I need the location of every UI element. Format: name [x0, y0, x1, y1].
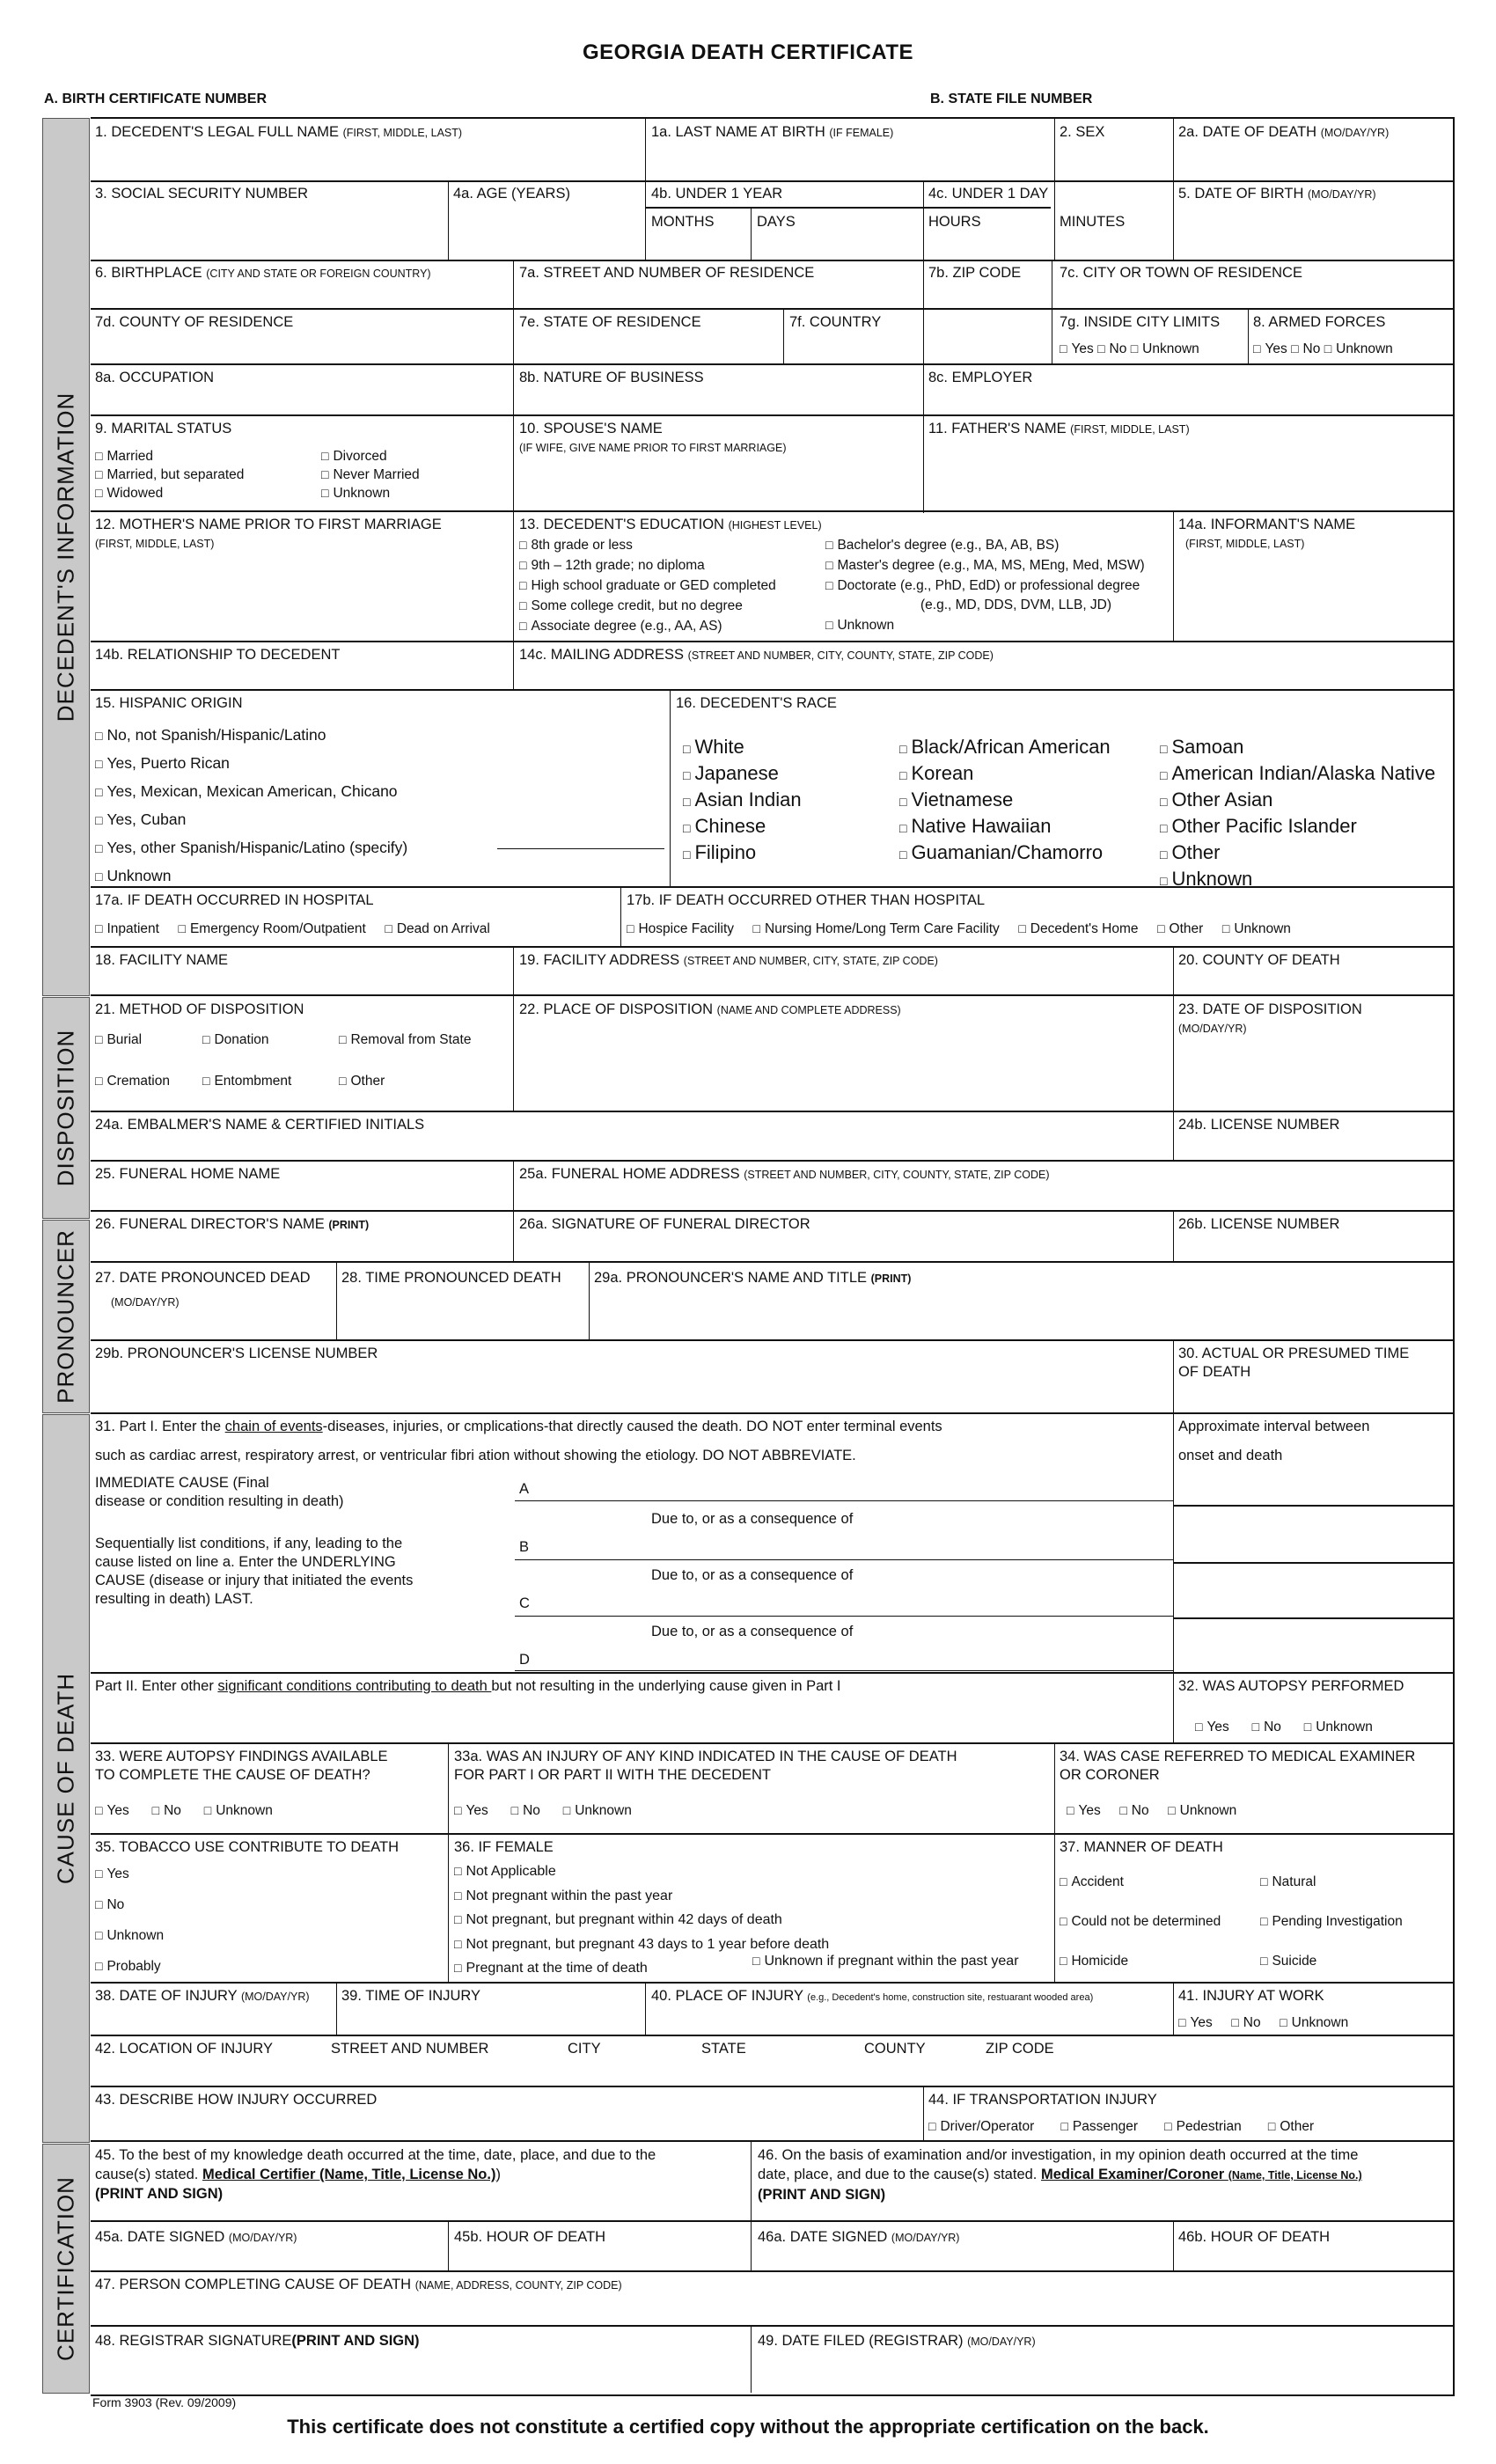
- education-associate[interactable]: □ Associate degree (e.g., AA, AS): [519, 619, 722, 634]
- cause-line-b[interactable]: B: [519, 1539, 530, 1555]
- field-10-spouse-name[interactable]: 10. SPOUSE'S NAME (IF WIFE, GIVE NAME PRIOR TO FIRST MARRIAGE): [519, 421, 787, 455]
- marital-divorced[interactable]: □ Divorced: [321, 449, 387, 464]
- manner-options-right: [1260, 1862, 1403, 1981]
- injury-indicated-options: [454, 1802, 632, 1820]
- field-30-time-of-death[interactable]: 30. ACTUAL OR PRESUMED TIME OF DEATH: [1178, 1346, 1410, 1381]
- armed-forces-unknown[interactable]: □ Unknown: [1324, 341, 1393, 356]
- injury-at-work-options: [1178, 2014, 1348, 2032]
- education-doctorate[interactable]: □ Doctorate (e.g., PhD, EdD) or professional degree: [825, 578, 1140, 593]
- manner-natural[interactable]: □ Natural: [1260, 1874, 1316, 1889]
- birth-certificate-number-label: A. BIRTH CERTIFICATE NUMBER: [44, 92, 268, 106]
- autopsy-no[interactable]: □ No: [1251, 1720, 1281, 1734]
- field-31-part-2[interactable]: Part II. Enter other significant conditions contributing to death but not resulting in the underlying cause given in Part I: [95, 1678, 841, 1694]
- city-limits-unknown[interactable]: □ Unknown: [1130, 341, 1199, 356]
- female-unknown[interactable]: □ Unknown if pregnant within the past year: [752, 1954, 1019, 1969]
- field-45b-hour-of-death[interactable]: 45b. HOUR OF DEATH: [454, 2229, 606, 2245]
- education-master[interactable]: □ Master's degree (e.g., MA, MS, MEng, Med, MSW): [825, 558, 1145, 573]
- marital-widowed[interactable]: □ Widowed: [95, 486, 164, 501]
- cause-line-d[interactable]: D: [519, 1652, 530, 1668]
- race-japanese[interactable]: □ Japanese: [683, 762, 779, 784]
- field-8b-nature-of-business[interactable]: 8b. NATURE OF BUSINESS: [519, 370, 704, 385]
- tobacco-no[interactable]: □ No: [95, 1897, 125, 1912]
- education-doctorate-examples: (e.g., MD, DDS, DVM, LLB, JD): [920, 598, 1112, 612]
- field-46a-date-signed[interactable]: 46a. DATE SIGNED (MO/DAY/YR): [758, 2229, 960, 2245]
- education-options-left: [519, 535, 776, 636]
- field-46-medical-examiner[interactable]: 46. On the basis of examination and/or investigation, in my opinion death occurred at the time date, place, and due to the cause(s) stated. Medical Examiner/Coroner (Name, Title, License No.) (PRINT AND SIGN): [758, 2147, 1362, 2203]
- sequential-instructions: Sequentially list conditions, if any, leading to the cause listed on line a. Enter the UNDERLYING CAUSE (disease or injury that initiated the events resulting in death) LAST.: [95, 1536, 414, 1607]
- transport-other[interactable]: □ Other: [1267, 2119, 1315, 2134]
- field-1a-last-name-at-birth[interactable]: 1a. LAST NAME AT BIRTH (IF FEMALE): [651, 124, 894, 140]
- field-49-date-filed[interactable]: 49. DATE FILED (REGISTRAR) (MO/DAY/YR): [758, 2333, 1036, 2349]
- field-11-father-name[interactable]: 11. FATHER'S NAME (FIRST, MIDDLE, LAST): [928, 421, 1190, 436]
- field-29b-pronouncer-license[interactable]: 29b. PRONOUNCER'S LICENSE NUMBER: [95, 1346, 378, 1361]
- tobacco-options: [95, 1859, 164, 1982]
- field-14c-mailing-address[interactable]: 14c. MAILING ADDRESS (STREET AND NUMBER, CITY, COUNTY, STATE, ZIP CODE): [519, 647, 994, 663]
- form-title: GEORGIA DEATH CERTIFICATE: [582, 40, 914, 64]
- field-44-transportation-injury: 44. IF TRANSPORTATION INJURY: [928, 2092, 1157, 2108]
- female-not-pregnant-year[interactable]: □ Not pregnant within the past year: [454, 1888, 673, 1903]
- place-unknown[interactable]: □ Unknown: [1221, 921, 1291, 936]
- field-42-location-of-injury[interactable]: 42. LOCATION OF INJURY: [95, 2041, 274, 2057]
- immediate-cause-label: IMMEDIATE CAUSE (Final disease or condition resulting in death): [95, 1475, 344, 1510]
- city-limits-yes[interactable]: □ Yes: [1060, 341, 1094, 356]
- female-pregnant-42-days[interactable]: □ Not pregnant, but pregnant within 42 days of death: [454, 1912, 782, 1927]
- place-hospice[interactable]: □ Hospice Facility: [627, 921, 734, 936]
- marital-married[interactable]: □ Married: [95, 449, 154, 464]
- field-31-part-1-instructions-2: such as cardiac arrest, respiratory arrest, or ventricular fibri ation without showing the etiology. DO NOT ABBREVIATE.: [95, 1448, 856, 1463]
- race-white[interactable]: □ White: [683, 736, 744, 758]
- female-pregnant-at-death[interactable]: □ Pregnant at the time of death: [454, 1961, 648, 1976]
- manner-homicide[interactable]: □ Homicide: [1060, 1954, 1129, 1969]
- marital-options-right: [321, 447, 420, 502]
- tobacco-yes[interactable]: □ Yes: [95, 1866, 129, 1881]
- field-40-place-of-injury[interactable]: 40. PLACE OF INJURY (e.g., Decedent's home, construction site, restuarant wooded area): [651, 1988, 1094, 2004]
- race-american-indian[interactable]: □ American Indian/Alaska Native: [1160, 762, 1436, 784]
- hospital-options: [95, 920, 490, 938]
- field-8c-employer[interactable]: 8c. EMPLOYER: [928, 370, 1033, 385]
- field-33-autopsy-findings: 33. WERE AUTOPSY FINDINGS AVAILABLE TO COMPLETE THE CAUSE OF DEATH?: [95, 1749, 388, 1784]
- manner-undetermined[interactable]: □ Could not be determined: [1060, 1914, 1221, 1929]
- disposition-options-row2: [95, 1073, 385, 1090]
- field-5-date-of-birth[interactable]: 5. DATE OF BIRTH (MO/DAY/YR): [1178, 186, 1376, 202]
- field-7b-zip[interactable]: 7b. ZIP CODE: [928, 265, 1022, 281]
- field-45-medical-certifier[interactable]: 45. To the best of my knowledge death occurred at the time, date, place, and due to the cause(s) stated. Medical Certifier (Name, Title, License No.)) (PRINT AND SIGN): [95, 2147, 656, 2202]
- field-1-legal-name[interactable]: 1. DECEDENT'S LEGAL FULL NAME (FIRST, MIDDLE, LAST): [95, 124, 463, 140]
- due-to-label-1: Due to, or as a consequence of: [651, 1511, 854, 1527]
- field-37-manner-of-death: 37. MANNER OF DEATH: [1060, 1839, 1223, 1855]
- education-unknown[interactable]: □ Unknown: [825, 618, 895, 633]
- field-4b-under-1-year: 4b. UNDER 1 YEAR: [651, 186, 783, 202]
- hospital-doa[interactable]: □ Dead on Arrival: [385, 921, 490, 936]
- cause-line-c[interactable]: C: [519, 1595, 530, 1611]
- field-26-funeral-director[interactable]: 26. FUNERAL DIRECTOR'S NAME (PRINT): [95, 1216, 370, 1232]
- education-some-college[interactable]: □ Some college credit, but no degree: [519, 598, 743, 613]
- education-bachelor[interactable]: □ Bachelor's degree (e.g., BA, AB, BS): [825, 538, 1060, 553]
- field-7g-inside-city-limits: 7g. INSIDE CITY LIMITS: [1060, 314, 1221, 330]
- transport-options: [928, 2118, 1314, 2136]
- footer-notice: This certificate does not constitute a certified copy without the appropriate certification on the back.: [287, 2416, 1209, 2438]
- armed-forces-options: [1253, 341, 1393, 358]
- race-vietnamese[interactable]: □ Vietnamese: [899, 788, 1014, 810]
- field-4b-months[interactable]: MONTHS: [651, 214, 715, 230]
- field-48-registrar-signature[interactable]: 48. REGISTRAR SIGNATURE(PRINT AND SIGN): [95, 2333, 420, 2349]
- field-4b-days[interactable]: DAYS: [757, 214, 796, 230]
- referral-yes[interactable]: □ Yes: [1067, 1803, 1101, 1818]
- field-20-county-of-death[interactable]: 20. COUNTY OF DEATH: [1178, 952, 1340, 968]
- field-33a-injury-indicated: 33a. WAS AN INJURY OF ANY KIND INDICATED IN THE CAUSE OF DEATH FOR PART I OR PART II WITH THE DECEDENT: [454, 1749, 957, 1784]
- field-31-part-1-instructions: 31. Part I. Enter the chain of events-diseases, injuries, or cmplications-that directly caused the death. DO NOT enter terminal events: [95, 1419, 942, 1434]
- disposition-removal[interactable]: □ Removal from State: [339, 1032, 472, 1047]
- field-17a-hospital: 17a. IF DEATH OCCURRED IN HOSPITAL: [95, 892, 374, 908]
- field-24a-embalmer[interactable]: 24a. EMBALMER'S NAME & CERTIFIED INITIALS: [95, 1117, 425, 1133]
- field-7d-county[interactable]: 7d. COUNTY OF RESIDENCE: [95, 314, 294, 330]
- work-yes[interactable]: □ Yes: [1178, 2015, 1213, 2030]
- location-county-label: COUNTY: [864, 2041, 926, 2057]
- field-43-describe-injury[interactable]: 43. DESCRIBE HOW INJURY OCCURRED: [95, 2092, 378, 2108]
- field-7f-country[interactable]: 7f. COUNTRY: [789, 314, 882, 330]
- race-guamanian[interactable]: □ Guamanian/Chamorro: [899, 841, 1104, 863]
- field-4c-under-1-day: 4c. UNDER 1 DAY: [928, 186, 1049, 202]
- section-decedent-info: DECEDENT'S INFORMATION: [42, 118, 90, 996]
- due-to-label-2: Due to, or as a consequence of: [651, 1567, 854, 1583]
- autopsy-yes[interactable]: □ Yes: [1195, 1720, 1229, 1734]
- education-high-school[interactable]: □ High school graduate or GED completed: [519, 578, 776, 593]
- section-cause-of-death: CAUSE OF DEATH: [42, 1414, 90, 2143]
- work-unknown[interactable]: □ Unknown: [1280, 2015, 1349, 2030]
- field-27-date-pronounced[interactable]: 27. DATE PRONOUNCED DEAD (MO/DAY/YR): [95, 1270, 311, 1309]
- hispanic-other[interactable]: □ Yes, other Spanish/Hispanic/Latino (specify): [95, 839, 408, 856]
- findings-unknown[interactable]: □ Unknown: [203, 1803, 273, 1818]
- autopsy-options: [1195, 1719, 1373, 1736]
- field-18-facility-name[interactable]: 18. FACILITY NAME: [95, 952, 228, 968]
- referral-unknown[interactable]: □ Unknown: [1168, 1803, 1237, 1818]
- certificate-form: [91, 117, 1455, 2396]
- section-pronouncer: PRONOUNCER: [42, 1220, 90, 1413]
- field-2a-date-of-death[interactable]: 2a. DATE OF DEATH (MO/DAY/YR): [1178, 124, 1390, 140]
- due-to-label-3: Due to, or as a consequence of: [651, 1624, 854, 1639]
- hispanic-puerto-rican[interactable]: □ Yes, Puerto Rican: [95, 754, 230, 772]
- hospital-er-outpatient[interactable]: □ Emergency Room/Outpatient: [178, 921, 366, 936]
- field-19-facility-address[interactable]: 19. FACILITY ADDRESS (STREET AND NUMBER, CITY, STATE, ZIP CODE): [519, 952, 938, 968]
- race-column-3: [1160, 735, 1435, 893]
- other-place-options: [627, 920, 1291, 938]
- field-24b-license[interactable]: 24b. LICENSE NUMBER: [1178, 1117, 1340, 1133]
- field-46b-hour-of-death[interactable]: 46b. HOUR OF DEATH: [1178, 2229, 1331, 2245]
- place-other[interactable]: □ Other: [1157, 921, 1204, 936]
- field-35-tobacco: 35. TOBACCO USE CONTRIBUTE TO DEATH: [95, 1839, 400, 1855]
- disposition-burial[interactable]: □ Burial: [95, 1032, 143, 1047]
- location-city-label: CITY: [568, 2041, 601, 2057]
- location-state-label: STATE: [701, 2041, 746, 2057]
- field-26b-license[interactable]: 26b. LICENSE NUMBER: [1178, 1216, 1340, 1232]
- hispanic-unknown[interactable]: □ Unknown: [95, 867, 172, 884]
- manner-suicide[interactable]: □ Suicide: [1260, 1954, 1317, 1969]
- disposition-other[interactable]: □ Other: [339, 1074, 385, 1089]
- field-34-medical-examiner-referral: 34. WAS CASE REFERRED TO MEDICAL EXAMINER OR CORONER: [1060, 1749, 1416, 1784]
- city-limits-options: [1060, 341, 1199, 358]
- field-41-injury-at-work: 41. INJURY AT WORK: [1178, 1988, 1324, 2004]
- field-7a-street[interactable]: 7a. STREET AND NUMBER OF RESIDENCE: [519, 265, 815, 281]
- location-street-label: STREET AND NUMBER: [331, 2041, 489, 2057]
- disposition-cremation[interactable]: □ Cremation: [95, 1074, 170, 1089]
- race-other[interactable]: □ Other: [1160, 841, 1221, 863]
- field-25a-funeral-home-address[interactable]: 25a. FUNERAL HOME ADDRESS (STREET AND NUMBER, CITY, COUNTY, STATE, ZIP CODE): [519, 1166, 1050, 1182]
- field-3-ssn[interactable]: 3. SOCIAL SECURITY NUMBER: [95, 186, 309, 202]
- referral-no[interactable]: □ No: [1119, 1803, 1149, 1818]
- race-black[interactable]: □ Black/African American: [899, 736, 1111, 758]
- injury-indicated-no[interactable]: □ No: [510, 1803, 540, 1818]
- hispanic-options: [95, 722, 407, 891]
- race-asian-indian[interactable]: □ Asian Indian: [683, 788, 802, 810]
- disposition-entombment[interactable]: □ Entombment: [202, 1074, 292, 1089]
- race-unknown[interactable]: □ Unknown: [1160, 868, 1253, 890]
- hispanic-mexican[interactable]: □ Yes, Mexican, Mexican American, Chicano: [95, 782, 398, 800]
- state-file-number-label: B. STATE FILE NUMBER: [930, 92, 1093, 106]
- referral-options: [1067, 1802, 1236, 1820]
- city-limits-no[interactable]: □ No: [1097, 341, 1127, 356]
- field-47-person-completing[interactable]: 47. PERSON COMPLETING CAUSE OF DEATH (NAME, ADDRESS, COUNTY, ZIP CODE): [95, 2277, 622, 2292]
- race-chinese[interactable]: □ Chinese: [683, 815, 766, 837]
- field-4c-minutes[interactable]: MINUTES: [1060, 214, 1126, 230]
- marital-options-left: [95, 447, 244, 502]
- autopsy-unknown[interactable]: □ Unknown: [1303, 1720, 1373, 1734]
- tobacco-unknown[interactable]: □ Unknown: [95, 1928, 165, 1943]
- education-options-right: [825, 535, 1145, 635]
- race-korean[interactable]: □ Korean: [899, 762, 974, 784]
- injury-indicated-yes[interactable]: □ Yes: [454, 1803, 488, 1818]
- field-2-sex[interactable]: 2. SEX: [1060, 124, 1105, 140]
- interval-label-2: onset and death: [1178, 1448, 1283, 1463]
- interval-label-1: Approximate interval between: [1178, 1419, 1370, 1434]
- field-25-funeral-home[interactable]: 25. FUNERAL HOME NAME: [95, 1166, 281, 1182]
- field-32-autopsy: 32. WAS AUTOPSY PERFORMED: [1178, 1678, 1404, 1694]
- field-4a-age[interactable]: 4a. AGE (YEARS): [453, 186, 570, 202]
- race-column-1: [683, 735, 802, 867]
- field-12-mother-name[interactable]: 12. MOTHER'S NAME PRIOR TO FIRST MARRIAGE (FIRST, MIDDLE, LAST): [95, 517, 442, 551]
- hispanic-cuban[interactable]: □ Yes, Cuban: [95, 810, 187, 828]
- female-pregnant-43-days[interactable]: □ Not pregnant, but pregnant 43 days to 1 year before death: [454, 1936, 830, 1952]
- race-native-hawaiian[interactable]: □ Native Hawaiian: [899, 815, 1052, 837]
- field-15-hispanic-origin: 15. HISPANIC ORIGIN: [95, 695, 243, 711]
- field-9-marital-status: 9. MARITAL STATUS: [95, 421, 232, 436]
- race-other-pacific[interactable]: □ Other Pacific Islander: [1160, 815, 1357, 837]
- injury-indicated-unknown[interactable]: □ Unknown: [562, 1803, 632, 1818]
- field-16-race: 16. DECEDENT'S RACE: [676, 695, 837, 711]
- field-39-time-of-injury[interactable]: 39. TIME OF INJURY: [341, 1988, 481, 2004]
- disposition-donation[interactable]: □ Donation: [202, 1032, 269, 1047]
- marital-never-married[interactable]: □ Never Married: [321, 467, 420, 482]
- field-8-armed-forces: 8. ARMED FORCES: [1253, 314, 1386, 330]
- field-14a-informant-name[interactable]: 14a. INFORMANT'S NAME (FIRST, MIDDLE, LAST): [1178, 517, 1356, 551]
- cause-line-a[interactable]: A: [519, 1481, 530, 1497]
- location-zip-label: ZIP CODE: [986, 2041, 1054, 2057]
- tobacco-probably[interactable]: □ Probably: [95, 1959, 161, 1974]
- field-8a-occupation[interactable]: 8a. OCCUPATION: [95, 370, 215, 385]
- field-38-date-of-injury[interactable]: 38. DATE OF INJURY (MO/DAY/YR): [95, 1988, 310, 2004]
- manner-options-left: [1060, 1862, 1221, 1981]
- autopsy-findings-options: [95, 1802, 273, 1820]
- field-29a-pronouncer-name[interactable]: 29a. PRONOUNCER'S NAME AND TITLE (PRINT): [594, 1270, 912, 1286]
- hispanic-no[interactable]: □ No, not Spanish/Hispanic/Latino: [95, 726, 326, 744]
- section-disposition: DISPOSITION: [42, 997, 90, 1219]
- hospital-inpatient[interactable]: □ Inpatient: [95, 921, 159, 936]
- field-28-time-pronounced[interactable]: 28. TIME PRONOUNCED DEATH: [341, 1270, 561, 1286]
- transport-driver[interactable]: □ Driver/Operator: [928, 2119, 1035, 2134]
- field-4c-hours[interactable]: HOURS: [928, 214, 981, 230]
- disposition-options-row1: [95, 1031, 471, 1049]
- race-samoan[interactable]: □ Samoan: [1160, 736, 1244, 758]
- manner-accident[interactable]: □ Accident: [1060, 1874, 1124, 1889]
- armed-forces-no[interactable]: □ No: [1291, 341, 1321, 356]
- transport-passenger[interactable]: □ Passenger: [1060, 2119, 1139, 2134]
- place-nursing-home[interactable]: □ Nursing Home/Long Term Care Facility: [752, 921, 1000, 936]
- field-26a-signature[interactable]: 26a. SIGNATURE OF FUNERAL DIRECTOR: [519, 1216, 810, 1232]
- education-8th-grade[interactable]: □ 8th grade or less: [519, 538, 633, 553]
- field-14b-relationship[interactable]: 14b. RELATIONSHIP TO DECEDENT: [95, 647, 341, 663]
- race-other-asian[interactable]: □ Other Asian: [1160, 788, 1273, 810]
- section-certification: CERTIFICATION: [42, 2144, 90, 2394]
- field-22-place-of-disposition[interactable]: 22. PLACE OF DISPOSITION (NAME AND COMPLETE ADDRESS): [519, 1001, 901, 1017]
- work-no[interactable]: □ No: [1231, 2015, 1261, 2030]
- field-36-if-female: 36. IF FEMALE: [454, 1839, 554, 1855]
- field-23-date-of-disposition[interactable]: 23. DATE OF DISPOSITION (MO/DAY/YR): [1178, 1001, 1362, 1036]
- form-number: Form 3903 (Rev. 09/2009): [92, 2395, 237, 2409]
- field-6-birthplace[interactable]: 6. BIRTHPLACE (CITY AND STATE OR FOREIGN COUNTRY): [95, 265, 431, 281]
- transport-pedestrian[interactable]: □ Pedestrian: [1164, 2119, 1242, 2134]
- field-17b-other-than-hospital: 17b. IF DEATH OCCURRED OTHER THAN HOSPITAL: [627, 892, 986, 908]
- place-decedent-home[interactable]: □ Decedent's Home: [1018, 921, 1139, 936]
- female-not-applicable[interactable]: □ Not Applicable: [454, 1864, 556, 1879]
- findings-yes[interactable]: □ Yes: [95, 1803, 129, 1818]
- marital-unknown[interactable]: □ Unknown: [321, 486, 391, 501]
- armed-forces-yes[interactable]: □ Yes: [1253, 341, 1287, 356]
- findings-no[interactable]: □ No: [151, 1803, 181, 1818]
- field-21-method-of-disposition: 21. METHOD OF DISPOSITION: [95, 1001, 304, 1017]
- race-column-2: [899, 735, 1111, 867]
- manner-pending[interactable]: □ Pending Investigation: [1260, 1914, 1403, 1929]
- field-45a-date-signed[interactable]: 45a. DATE SIGNED (MO/DAY/YR): [95, 2229, 297, 2245]
- race-filipino[interactable]: □ Filipino: [683, 841, 757, 863]
- field-7e-state[interactable]: 7e. STATE OF RESIDENCE: [519, 314, 701, 330]
- field-7c-city[interactable]: 7c. CITY OR TOWN OF RESIDENCE: [1060, 265, 1302, 281]
- field-13-education: 13. DECEDENT'S EDUCATION (HIGHEST LEVEL): [519, 517, 822, 532]
- education-9-12-grade[interactable]: □ 9th – 12th grade; no diploma: [519, 558, 705, 573]
- marital-separated[interactable]: □ Married, but separated: [95, 467, 245, 482]
